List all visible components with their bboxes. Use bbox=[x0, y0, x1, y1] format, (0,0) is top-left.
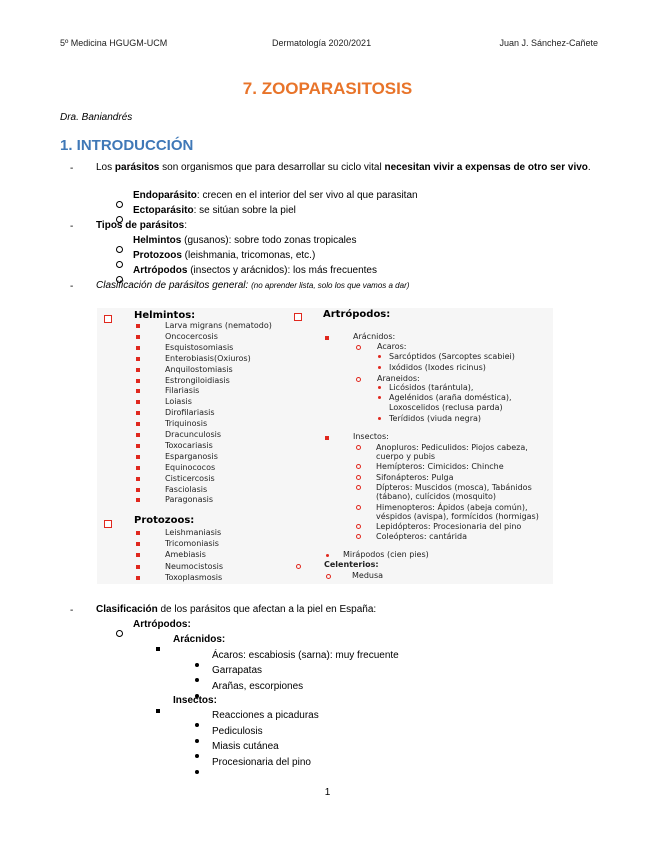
red-circle-bullet bbox=[356, 475, 361, 480]
endoparasito-line: Endoparásito: crecen en el interior del ser vivo al que parasitan bbox=[133, 190, 418, 201]
red-square-bullet bbox=[136, 444, 140, 448]
dash-bullet: - bbox=[70, 221, 74, 232]
red-square-bullet bbox=[136, 576, 140, 580]
classification-figure bbox=[97, 308, 553, 584]
helmintos-item: Cisticercosis bbox=[165, 473, 215, 483]
header-left: 5º Medicina HGUGM-UCM bbox=[60, 38, 168, 48]
protozoos-item: Amebiasis bbox=[165, 550, 206, 560]
helmintos-item: Dirofilariasis bbox=[165, 408, 215, 418]
helmintos-item: Larva migrans (nematodo) bbox=[165, 321, 272, 330]
red-square-bullet bbox=[136, 379, 140, 383]
clasificacion-general: Clasificación de parásitos general: (no aprender lista, solo los que vamos a dar) bbox=[96, 280, 410, 291]
helmintos-item: Filariasis bbox=[165, 386, 200, 396]
clasificacion-piel: Clasificación de los parásitos que afectan a la piel en España: bbox=[96, 604, 377, 615]
dot-bullet bbox=[195, 761, 199, 779]
red-square-bullet bbox=[136, 357, 140, 361]
helmintos-item: Equinococos bbox=[165, 462, 216, 472]
insectos-item: Sifonápteros: Pulga bbox=[376, 473, 454, 482]
red-square-bullet bbox=[136, 324, 140, 328]
protozoos-item: Toxoplasmosis bbox=[165, 572, 223, 582]
document-title: 7. ZOOPARASITOSIS bbox=[242, 79, 413, 98]
helmintos-item: Enterobiasis(Oxiuros) bbox=[165, 353, 251, 363]
red-circle-bullet bbox=[356, 345, 361, 350]
ectoparasito-line: Ectoparásito: se sitúan sobre la piel bbox=[133, 205, 296, 216]
red-dot-bullet bbox=[378, 355, 381, 358]
red-circle-bullet bbox=[356, 485, 361, 490]
red-square-bullet bbox=[136, 400, 140, 404]
insectos-item: (tábano), culícidos (mosquito) bbox=[376, 492, 497, 501]
insectos-item: Coleópteros: cantárida bbox=[376, 532, 467, 541]
acaros-label: Acaros: bbox=[377, 342, 407, 351]
araneidos-item: Licósidos (tarántula), bbox=[389, 383, 474, 392]
red-dot-bullet bbox=[378, 366, 381, 369]
protozoos-title: Protozoos: bbox=[134, 515, 195, 526]
araneidos-label: Araneidos: bbox=[377, 374, 420, 383]
miriapodos-item: Mirápodos (cien pies) bbox=[343, 550, 429, 559]
red-dot-bullet bbox=[326, 554, 329, 557]
red-dot-bullet bbox=[378, 386, 381, 389]
red-square-bullet bbox=[136, 477, 140, 481]
checkbox-icon bbox=[294, 313, 302, 321]
acaros-item: Ixódidos (Ixodes ricinus) bbox=[389, 362, 486, 372]
header-center: Dermatología 2020/2021 bbox=[272, 38, 372, 48]
protozoos-item: Neumocistosis bbox=[165, 561, 224, 571]
insectos-item: Miasis cutánea bbox=[212, 741, 279, 752]
insectos-item: véspidos (avispa), formícidos (hormigas) bbox=[376, 512, 539, 521]
red-circle-bullet bbox=[356, 534, 361, 539]
insectos-heading: Insectos: bbox=[173, 695, 217, 706]
intro-paragraph: Los parásitos son organismos que para desarrollar su ciclo vital necesitan vivir a expensas de otro ser vivo. bbox=[96, 162, 591, 173]
red-square-bullet bbox=[136, 455, 140, 459]
helmintos-line: Helmintos (gusanos): sobre todo zonas tropicales bbox=[133, 235, 357, 246]
helmintos-item: Oncocercosis bbox=[165, 331, 218, 341]
red-square-bullet bbox=[136, 565, 140, 569]
circle-bullet bbox=[116, 630, 123, 637]
helmintos-item: Fasciolasis bbox=[165, 484, 208, 494]
red-circle-bullet bbox=[356, 524, 361, 529]
helmintos-item: Paragonasis bbox=[165, 495, 214, 505]
insectos-label: Insectos: bbox=[353, 432, 389, 441]
red-circle-bullet bbox=[356, 464, 361, 469]
page-number: 1 bbox=[324, 787, 331, 798]
red-square-bullet bbox=[136, 411, 140, 415]
insectos-item: Himenopteros: Ápidos (abeja común), bbox=[376, 503, 528, 512]
insectos-item: Anopluros: Pediculidos: Piojos cabeza, bbox=[376, 443, 528, 452]
helmintos-item: Esquistosomiasis bbox=[165, 342, 234, 352]
author: Dra. Baniandrés bbox=[60, 112, 133, 123]
red-square-bullet bbox=[136, 389, 140, 393]
red-square-bullet bbox=[325, 436, 329, 440]
helmintos-item: Loiasis bbox=[165, 397, 192, 407]
insectos-item: Dípteros: Muscidos (mosca), Tabánidos bbox=[376, 483, 532, 492]
helmintos-item: Esparganosis bbox=[165, 451, 218, 461]
checkbox-icon bbox=[104, 520, 112, 528]
tipos-line: Tipos de parásitos: bbox=[96, 220, 187, 231]
insectos-item: Lepidópteros: Procesionaria del pino bbox=[376, 522, 522, 531]
red-square-bullet bbox=[136, 498, 140, 502]
medusa-item: Medusa bbox=[352, 571, 384, 580]
artropodos-line: Artrópodos (insectos y arácnidos): los más frecuentes bbox=[133, 265, 377, 276]
insectos-item: Pediculosis bbox=[212, 725, 263, 737]
protozoos-item: Leishmaniasis bbox=[165, 528, 222, 537]
acaros-item: Sarcóptidos (Sarcoptes scabiei) bbox=[389, 352, 515, 361]
circle-bullet bbox=[116, 201, 123, 208]
red-square-bullet bbox=[136, 335, 140, 339]
red-square-bullet bbox=[136, 346, 140, 350]
red-dot-bullet bbox=[378, 396, 381, 399]
araneidos-item: Loxoscelidos (reclusa parda) bbox=[389, 403, 503, 412]
insectos-item: Hemípteros: Cimicidos: Chinche bbox=[376, 462, 504, 471]
red-dot-bullet bbox=[378, 417, 381, 420]
red-square-bullet bbox=[136, 553, 140, 557]
red-circle-bullet bbox=[356, 505, 361, 510]
aracnidos-label: Arácnidos: bbox=[353, 332, 396, 341]
circle-bullet bbox=[116, 261, 123, 268]
square-bullet bbox=[156, 647, 160, 651]
red-circle-bullet bbox=[326, 574, 331, 579]
artropodos-heading: Artrópodos: bbox=[133, 619, 191, 630]
helmintos-item: Triquinosis bbox=[165, 419, 208, 429]
dash-bullet: - bbox=[70, 281, 74, 292]
helmintos-item: Anquilostomiasis bbox=[165, 364, 233, 374]
insectos-item: cuerpo y pubis bbox=[376, 452, 436, 461]
red-circle-bullet bbox=[356, 445, 361, 450]
circle-bullet bbox=[116, 246, 123, 253]
araneidos-item: Terídidos (viuda negra) bbox=[389, 414, 481, 423]
helmintos-item: Dracunculosis bbox=[165, 430, 222, 439]
helmintos-item: Toxocariasis bbox=[165, 440, 213, 450]
helmintos-title: Helmintos: bbox=[134, 310, 196, 321]
red-square-bullet bbox=[136, 368, 140, 372]
dash-bullet: - bbox=[70, 163, 74, 174]
red-square-bullet bbox=[136, 422, 140, 426]
insectos-item: Procesionaria del pino bbox=[212, 756, 311, 768]
aracnidos-item: Garrapatas bbox=[212, 665, 263, 677]
insectos-item: Reacciones a picaduras bbox=[212, 710, 319, 721]
protozoos-item: Tricomoniasis bbox=[165, 539, 219, 549]
red-circle-bullet bbox=[296, 564, 301, 569]
red-circle-bullet bbox=[356, 377, 361, 382]
helmintos-item: Estrongiloidiasis bbox=[165, 375, 230, 385]
red-square-bullet bbox=[136, 466, 140, 470]
red-square-bullet bbox=[136, 433, 140, 437]
red-square-bullet bbox=[136, 542, 140, 546]
aracnidos-item: Arañas, escorpiones bbox=[212, 680, 304, 692]
celenterios-label: Celenterios: bbox=[324, 560, 379, 569]
dash-bullet: - bbox=[70, 605, 74, 616]
protozoos-line: Protozoos (leishmania, tricomonas, etc.) bbox=[133, 250, 316, 261]
aracnidos-item: Ácaros: escabiosis (sarna): muy frecuente bbox=[212, 650, 399, 661]
red-square-bullet bbox=[136, 531, 140, 535]
checkbox-icon bbox=[104, 315, 112, 323]
square-bullet bbox=[156, 709, 160, 713]
artropodos-title: Artrópodos: bbox=[323, 309, 391, 320]
red-square-bullet bbox=[325, 336, 329, 340]
aracnidos-heading: Arácnidos: bbox=[173, 634, 226, 645]
red-square-bullet bbox=[136, 488, 140, 492]
araneidos-item: Agelénidos (araña doméstica), bbox=[389, 393, 512, 402]
section-heading: 1. INTRODUCCIÓN bbox=[60, 137, 194, 154]
header-right: Juan J. Sánchez-Cañete bbox=[499, 38, 598, 48]
